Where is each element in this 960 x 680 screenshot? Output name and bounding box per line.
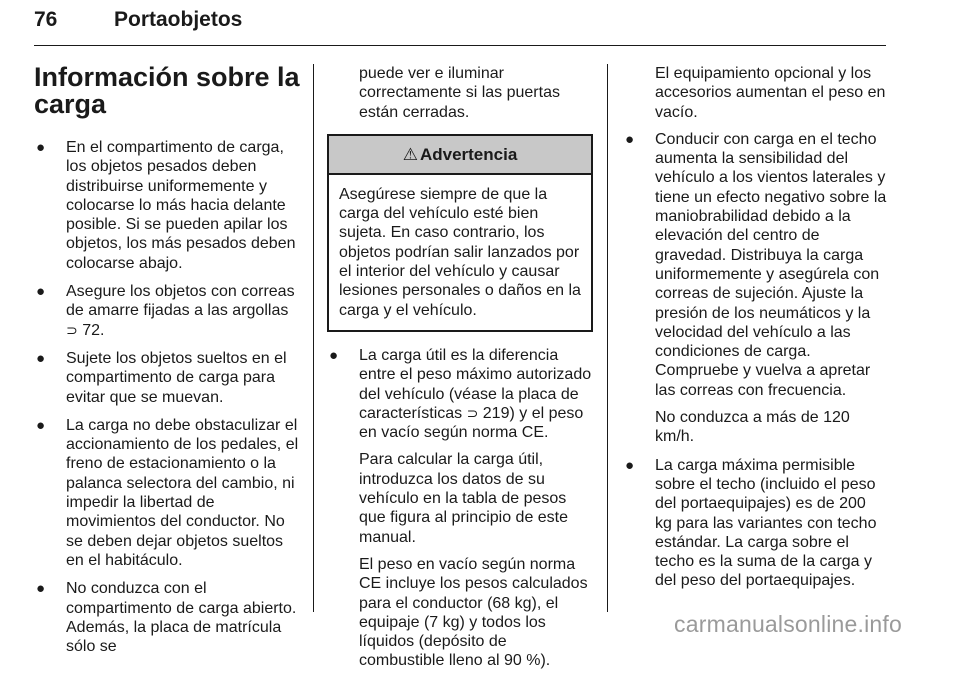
column-2 [327,64,593,680]
column-1 [34,64,302,665]
list-item [34,416,302,570]
column-3 [623,64,887,600]
bullet-list [34,138,302,656]
list-item-text: Conducir con carga en el techo aumenta la sensibilidad del vehículo a los vientos laterales y tiene un efecto negativo sobre la maniobrabilidad debido a la elevación del centro de gravedad. Distribuya la carga uniformemente y asegúrela con correas de sujeción. Ajuste la presión de los neumáticos y la velocidad del vehículo a las condiciones de carga. Compruebe y vuelva a apretar las correas con frecuencia. [655,130,887,399]
header-rule [34,45,886,46]
warning-body: Asegúrese siempre de que la carga del vehículo esté bien sujeta. En caso contrario, los objetos podrían salir lanzados por el interior del vehículo y causar lesiones personales o daños en la carga y el vehículo. [339,185,581,319]
bullet-list [327,346,593,671]
list-item [34,282,302,340]
chevron-reference-icon: ⊃ [466,404,479,421]
list-item-text: La carga útil es la diferencia entre el peso máximo autorizado del vehículo (véase la placa de características [359,346,592,422]
chevron-reference-icon: ⊃ [66,321,78,338]
bullet-list [623,130,887,591]
page-number: 76 [34,8,58,31]
list-item-text: Asegure los objetos con correas de amarre fijadas a las argollas [66,283,295,320]
list-item [327,346,593,671]
watermark: carmanualsonline.info [674,611,902,637]
page-reference-link[interactable]: 72. [82,321,105,339]
warning-box [327,134,593,332]
column-divider [607,64,608,612]
bullet-icon: ● [36,349,46,367]
bullet-icon: ● [36,580,46,598]
bullet-icon: ● [625,130,635,148]
bullet-icon: ● [36,283,46,301]
list-item-text: En el compartimento de carga, los objetos pesados deben distribuirse uniformemente y colocarse lo más hacia delante posible. Si se pueden apilar los objetos, los más pesados deben colocarse abajo. [66,139,296,272]
bullet-icon: ● [329,346,339,364]
list-item [623,456,887,591]
list-item [34,579,302,656]
bullet-icon: ● [36,416,46,434]
page-reference-link[interactable]: 219 [482,404,510,422]
continuation-text: El equipamiento opcional y los accesorios aumentan el peso en vacío. [655,65,886,121]
warning-title: Advertencia [419,144,518,164]
column-divider [313,64,314,612]
bullet-icon: ● [36,139,46,156]
paragraph: Para calcular la carga útil, introduzca los datos de su vehículo en la tabla de pesos que figura al principio de este manual. [359,451,569,546]
list-item-text: Sujete los objetos sueltos en el compartimento de carga para evitar que se muevan. [66,349,287,406]
warning-header [329,136,591,175]
list-item-text: No conduzca con el compartimento de carga abierto. Además, la placa de matrícula sólo se [66,580,297,656]
list-item-text: La carga máxima permisible sobre el techo (incluido el peso del portaequipajes) es de 200 kg para las variantes con techo estándar. La carga sobre el techo es la suma de la carga y del peso del portaequipajes. [655,456,877,590]
list-item [34,138,302,273]
continuation-text: puede ver e iluminar correctamente si las puertas están cerradas. [359,65,560,121]
paragraph: No conduzca a más de 120 km/h. [655,409,850,446]
page-header [34,8,886,44]
warning-triangle-icon: ⚠ [402,144,418,164]
list-item-text: ) y el peso en vacío según norma CE. [359,404,584,442]
list-item [34,349,302,407]
section-title: Portaobjetos [114,8,243,31]
list-item-text: La carga no debe obstaculizar el accionamiento de los pedales, el freno de estacionamiento o la palanca selectora del cambio, ni impedir la libertad de movimientos del conductor. No se deben dejar objetos sueltos en el habitáculo. [66,416,299,569]
section-heading: Información sobre la carga [34,62,300,119]
bullet-icon: ● [625,456,635,474]
list-item [623,130,887,447]
paragraph: El peso en vacío según norma CE incluye los pesos calculados para el conductor (68 kg), el equipaje (7 kg) y todos los líquidos (depósito de combustible lleno al 90 %). [359,555,588,670]
